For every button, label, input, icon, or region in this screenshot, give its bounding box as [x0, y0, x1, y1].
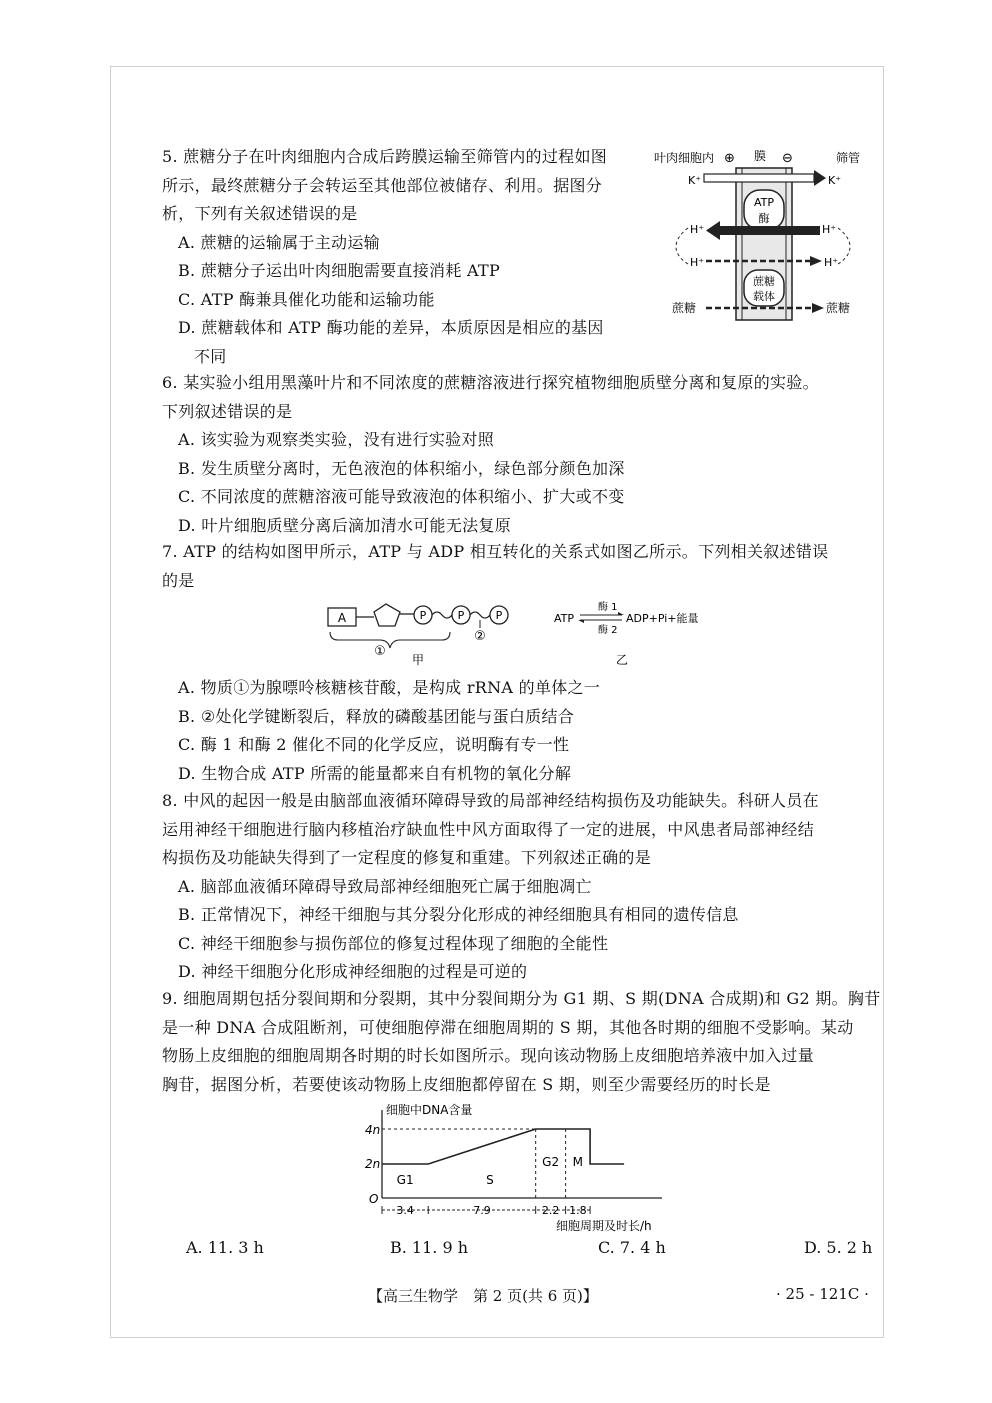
- question-9: [162, 985, 882, 1099]
- h-ion-left-top: H⁺: [690, 223, 705, 236]
- fig-jia-label: 甲: [411, 653, 425, 667]
- q6-line: 下列叙述错误的是: [162, 401, 293, 421]
- q5-option-a: A. 蔗糖的运输属于主动运输: [178, 232, 380, 252]
- brace-1: [330, 632, 450, 648]
- eq-enzyme-2: 酶 2: [598, 625, 618, 636]
- high-energy-bond: [470, 612, 490, 618]
- q9-answer-c: C. 7. 4 h: [598, 1238, 666, 1257]
- q8-option-c: C. 神经干细胞参与损伤部位的修复过程体现了细胞的全能性: [178, 933, 609, 953]
- plus-sign: ⊕: [724, 151, 735, 166]
- q5-option-b: B. 蔗糖分子运出叶肉细胞需要直接消耗 ATP: [178, 261, 501, 280]
- h-ion-left-bottom: H⁺: [690, 256, 705, 269]
- forward-arrow-head: [618, 612, 624, 615]
- q6-option-b: B. 发生质壁分离时，无色液泡的体积缩小，绿色部分颜色加深: [178, 458, 625, 478]
- q8-option-b: B. 正常情况下，神经干细胞与其分裂分化形成的神经细胞具有相同的遗传信息: [178, 905, 739, 924]
- chart-xlabel: 细胞周期及时长/h: [556, 1219, 652, 1233]
- h-ion-right-bottom: H⁺: [824, 256, 839, 269]
- q5-line: 析，下列有关叙述错误的是: [162, 204, 358, 223]
- q7-option-a: A. 物质①为腺嘌呤核糖核苷酸，是构成 rRNA 的单体之一: [178, 678, 601, 697]
- sucrose-arrow-head: [812, 303, 824, 313]
- question-8: [162, 787, 882, 987]
- q7-line: 的是: [162, 570, 195, 590]
- q7-option-c: C. 酶 1 和酶 2 催化不同的化学反应，说明酶有专一性: [178, 735, 570, 754]
- fig-yi-label: 乙: [615, 653, 629, 667]
- eq-enzyme-1: 酶 1: [598, 602, 618, 613]
- q7-option-b: B. ②处化学键断裂后，释放的磷酸基团能与蛋白质结合: [178, 706, 575, 726]
- phase-label-s: S: [486, 1173, 494, 1187]
- atp-enzyme-label: ATP: [753, 196, 775, 209]
- q9-answer-b: B. 11. 9 h: [390, 1238, 469, 1257]
- q9-line: 是一种 DNA 合成阻断剂，可使细胞停滞在细胞周期的 S 期，其他各时期的细胞不受影响。某动: [162, 1017, 854, 1037]
- fig-left-label: 叶肉细胞内: [654, 151, 715, 165]
- reverse-arrow-head: [578, 620, 584, 623]
- ribose-pentagon: [374, 604, 400, 626]
- carrier-label: 蔗糖: [753, 275, 775, 288]
- origin-label: O: [369, 1192, 379, 1206]
- q9-answer-a: A. 11. 3 h: [186, 1238, 264, 1257]
- h-ion-right-top: H⁺: [822, 223, 837, 236]
- q8-option-d: D. 神经干细胞分化形成神经细胞的过程是可逆的: [178, 962, 528, 981]
- duration-label-g1: 3.4: [396, 1204, 414, 1217]
- q5-line: 5. 蔗糖分子在叶肉细胞内合成后跨膜运输至筛管内的过程如图: [162, 147, 608, 166]
- q9-answer-d: D. 5. 2 h: [804, 1238, 873, 1257]
- question-6: [162, 369, 882, 540]
- eq-atp: ATP: [554, 612, 575, 625]
- q5-option-c: C. ATP 酶兼具催化功能和运输功能: [178, 289, 435, 309]
- h-cotransport-arrow-head: [810, 256, 822, 266]
- atp-structure-figure: [324, 598, 524, 670]
- page-footer-code: · 25 - 121C ·: [776, 1285, 869, 1303]
- duration-label-g2: 2.2: [541, 1204, 560, 1217]
- duration-label-m: 1.8: [569, 1204, 587, 1217]
- mark-1: ①: [374, 644, 386, 659]
- question-7: [162, 538, 882, 595]
- h-recycle-loop-right: [838, 228, 850, 264]
- q5-option-d: D. 蔗糖载体和 ATP 酶功能的差异，本质原因是相应的基因: [178, 318, 604, 337]
- q7-option-d: D. 生物合成 ATP 所需的能量都来自有机物的氧化分解: [178, 763, 572, 783]
- q9-line: 胸苷，据图分析，若要使该动物肠上皮细胞都停留在 S 期，则至少需要经历的时长是: [162, 1074, 771, 1094]
- q7-line: 7. ATP 的结构如图甲所示，ATP 与 ADP 相互转化的关系式如图乙所示。下列相关叙述错误: [162, 542, 829, 561]
- question-7-options: [162, 674, 882, 788]
- y-tick-2n: 2n: [365, 1157, 381, 1171]
- y-tick-4n: 4n: [365, 1123, 381, 1137]
- question-5: [162, 143, 662, 371]
- q6-option-a: A. 该实验为观察类实验，没有进行实验对照: [178, 430, 495, 449]
- membrane-transport-figure: [650, 148, 870, 328]
- k-channel-arrow: [704, 174, 814, 182]
- phase-label-g1: G1: [396, 1173, 414, 1187]
- q8-line: 8. 中风的起因一般是由脑部血液循环障碍导致的局部神经结构损伤及功能缺失。科研人员在: [162, 791, 819, 810]
- k-ion-right: K⁺: [828, 174, 842, 187]
- eq-products: ADP+Pi+能量: [626, 612, 699, 625]
- duration-label-s: 7.9: [473, 1204, 491, 1217]
- adenine-label: A: [337, 611, 347, 625]
- k-arrow-head: [814, 170, 826, 186]
- sucrose-right: 蔗糖: [826, 301, 851, 315]
- q5-line: 所示，最终蔗糖分子会转运至其他部位被储存、利用。据图分: [162, 175, 603, 195]
- atp-adp-equation-figure: [552, 598, 712, 670]
- fig-right-label: 筛管: [836, 151, 861, 165]
- q6-option-d: D. 叶片细胞质壁分离后滴加清水可能无法复原: [178, 515, 512, 535]
- q9-line: 9. 细胞周期包括分裂间期和分裂期，其中分裂间期分为 G1 期、S 期(DNA 合成期)和 G2 期。胸苷: [162, 989, 881, 1008]
- phase-label-g2: G2: [542, 1155, 560, 1169]
- carrier-label: 载体: [753, 290, 775, 303]
- dna-content-line: [382, 1129, 624, 1164]
- membrane-label: 膜: [754, 149, 767, 163]
- phase-label-m: M: [572, 1155, 584, 1169]
- h-recycle-loop-left: [676, 228, 688, 264]
- q6-option-c: C. 不同浓度的蔗糖溶液可能导致液泡的体积缩小、扩大或不变: [178, 487, 625, 506]
- q6-line: 6. 某实验小组用黑藻叶片和不同浓度的蔗糖溶液进行探究植物细胞质壁分离和复原的实验。: [162, 373, 819, 392]
- atp-enzyme-label: 酶: [758, 212, 770, 225]
- q8-line: 运用神经干细胞进行脑内移植治疗缺血性中风方面取得了一定的进展，中风患者局部神经结: [162, 819, 815, 839]
- cell-cycle-dna-chart: [360, 1100, 680, 1235]
- phosphate-label: P: [457, 609, 465, 622]
- chart-ylabel: 细胞中DNA含量: [386, 1103, 473, 1117]
- phosphate-label: P: [495, 609, 503, 622]
- minus-sign: ⊖: [782, 151, 793, 166]
- q8-option-a: A. 脑部血液循环障碍导致局部神经细胞死亡属于细胞凋亡: [178, 876, 592, 896]
- page-footer-center: 【高三生物学 第 2 页(共 6 页)】: [368, 1287, 598, 1305]
- phosphate-label: P: [419, 609, 427, 622]
- q5-option-d-continued: 不同: [194, 346, 227, 366]
- chart-marks: [382, 1110, 662, 1217]
- h-pump-arrow-head: [706, 221, 720, 240]
- sucrose-left: 蔗糖: [672, 301, 697, 315]
- high-energy-bond: [432, 612, 452, 618]
- mark-2: ②: [474, 629, 486, 644]
- q8-line: 构损伤及功能缺失得到了一定程度的修复和重建。下列叙述正确的是: [162, 848, 652, 867]
- k-ion-left: K⁺: [688, 174, 702, 187]
- h-pump-arrow: [720, 226, 820, 235]
- q9-line: 物肠上皮细胞的细胞周期各时期的时长如图所示。现向该动物肠上皮细胞培养液中加入过量: [162, 1046, 815, 1065]
